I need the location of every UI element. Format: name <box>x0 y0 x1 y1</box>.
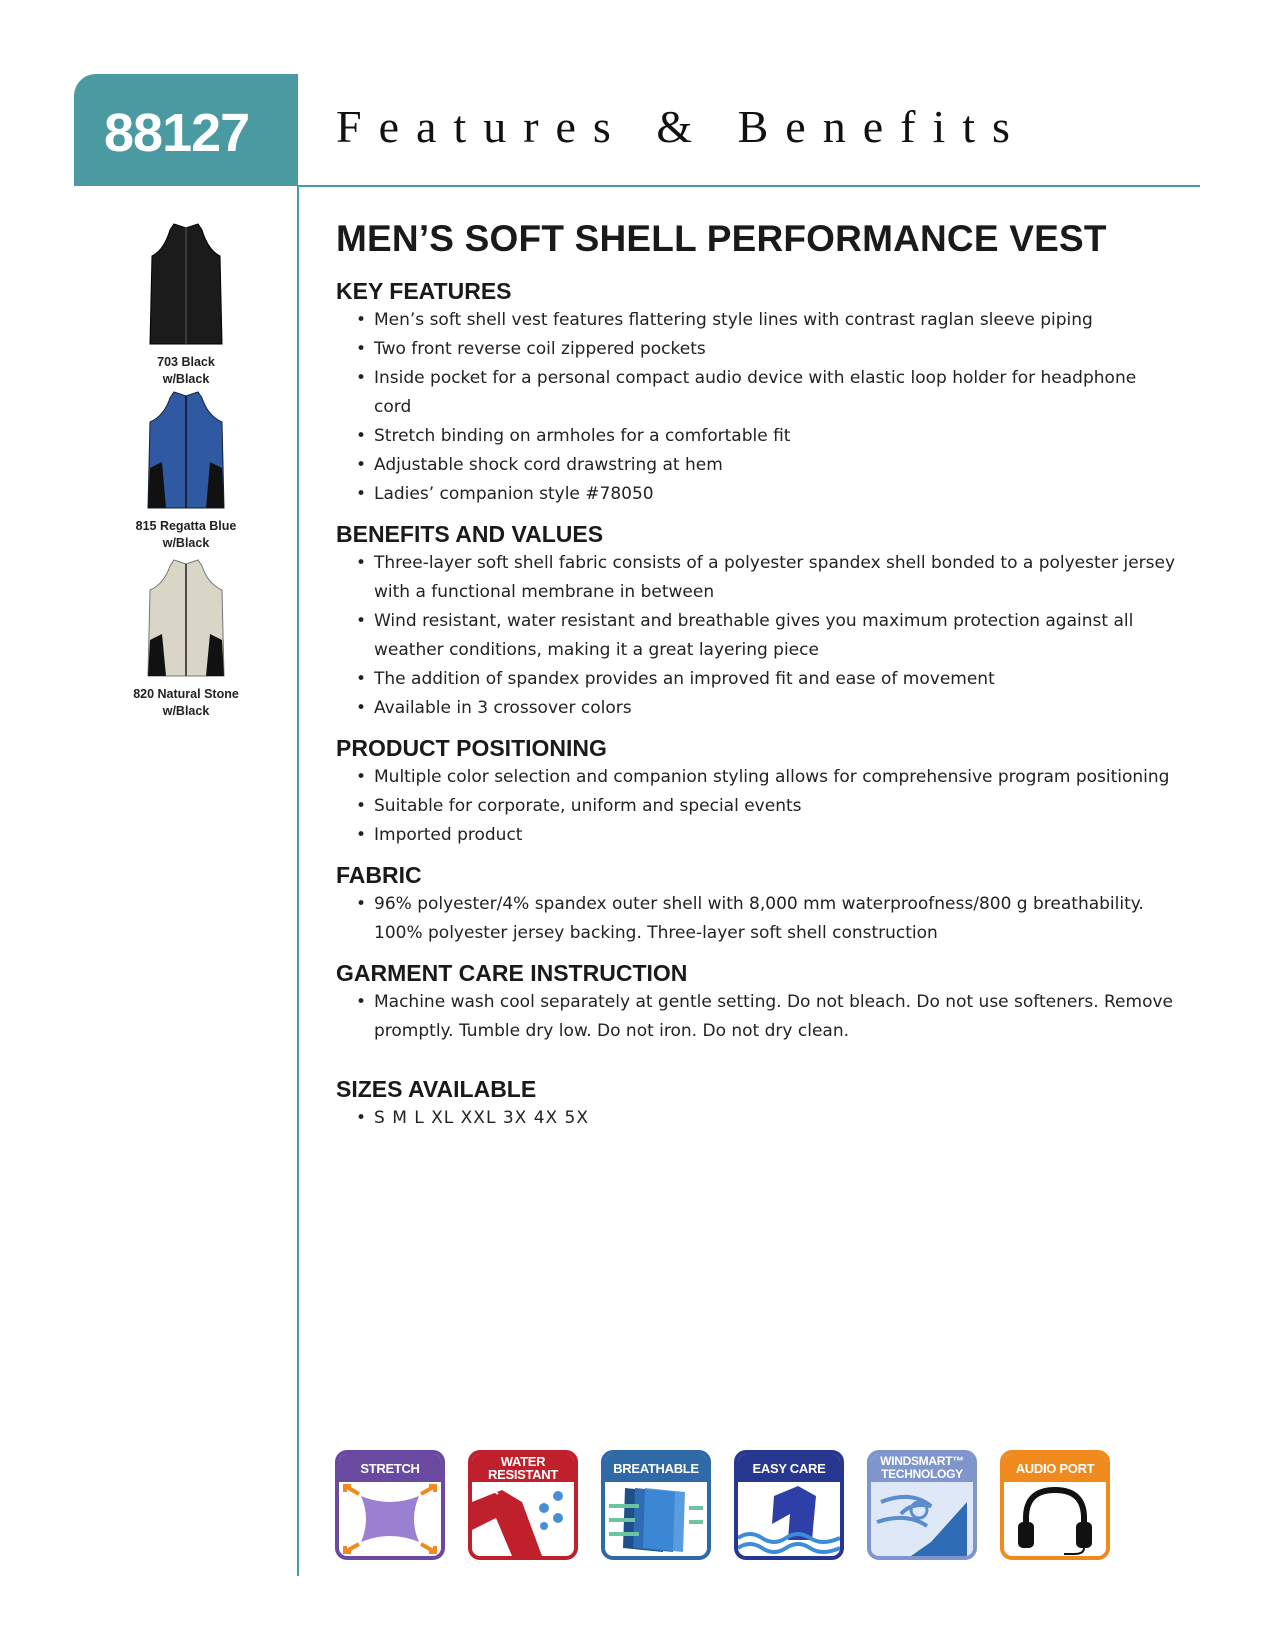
breathable-icon <box>601 1450 711 1560</box>
main-content <box>336 218 1176 1133</box>
section-heading: KEY FEATURES <box>336 278 512 304</box>
column-divider <box>297 186 299 1576</box>
section-sizes <box>336 1074 1176 1133</box>
swatch-label: 703 Black <box>157 355 215 369</box>
list-item: • Men’s soft shell vest features flattering style lines with contrast raglan sleeve piping <box>336 306 1176 335</box>
list-item: • Three-layer soft shell fabric consists of a polyester spandex shell bonded to a polyester jersey with a functional membrane in between <box>336 549 1176 607</box>
list-item: • Adjustable shock cord drawstring at hem <box>336 451 1176 480</box>
swatch-label: 815 Regatta Blue <box>135 519 237 533</box>
style-number-tab <box>74 74 298 186</box>
sizes-list: • S M L XL XXL 3X 4X 5X <box>336 1104 1176 1133</box>
section-garment-care <box>336 958 1176 1046</box>
swatch-label: 820 Natural Stone <box>133 687 239 701</box>
product-title: MEN’S SOFT SHELL PERFORMANCE VEST <box>336 218 1107 259</box>
vest-black-image <box>146 220 226 350</box>
list-item: • The addition of spandex provides an improved fit and ease of movement <box>336 665 1176 694</box>
style-number: 88127 <box>104 103 250 163</box>
icon-label: AUDIO PORT <box>1004 1454 1106 1482</box>
list-item: • Two front reverse coil zippered pockets <box>336 335 1176 364</box>
header-divider <box>298 185 1200 187</box>
list-item: • Available in 3 crossover colors <box>336 694 1176 723</box>
icon-label: WINDSMART™ TECHNOLOGY <box>871 1454 973 1482</box>
swatch-regatta-blue <box>110 388 262 552</box>
windsmart-icon <box>867 1450 977 1560</box>
swatch-sublabel: w/Black <box>162 536 210 550</box>
swatch-natural-stone <box>110 556 262 720</box>
page-title: Features & Benefits <box>336 101 1027 152</box>
list-item: • Ladies’ companion style #78050 <box>336 480 1176 509</box>
audio-port-icon <box>1000 1450 1110 1560</box>
vest-blue-image <box>144 388 228 514</box>
stretch-icon <box>335 1450 445 1560</box>
icon-label: EASY CARE <box>738 1454 840 1482</box>
list-item: • Stretch binding on armholes for a comfortable fit <box>336 422 1176 451</box>
section-product-positioning <box>336 733 1176 850</box>
section-heading: PRODUCT POSITIONING <box>336 735 607 761</box>
water-resistant-icon <box>468 1450 578 1560</box>
section-heading: FABRIC <box>336 862 422 888</box>
section-heading: GARMENT CARE INSTRUCTION <box>336 960 688 986</box>
section-heading: SIZES AVAILABLE <box>336 1076 537 1102</box>
list-item: • Imported product <box>336 821 1176 850</box>
section-fabric <box>336 860 1176 948</box>
icon-label: STRETCH <box>339 1454 441 1482</box>
list-item: • Multiple color selection and companion styling allows for comprehensive program positioning <box>336 763 1176 792</box>
vest-stone-image <box>144 556 228 682</box>
list-item: • Inside pocket for a personal compact audio device with elastic loop holder for headphone cord <box>336 364 1176 422</box>
icon-label: WATER RESISTANT <box>472 1454 574 1482</box>
swatch-black <box>110 220 262 388</box>
easy-care-icon <box>734 1450 844 1560</box>
section-benefits-values <box>336 519 1176 723</box>
section-key-features <box>336 276 1176 509</box>
list-item: • Suitable for corporate, uniform and special events <box>336 792 1176 821</box>
list-item: • 96% polyester/4% spandex outer shell with 8,000 mm waterproofness/800 g breathability. 100% polyester jersey backing. Three-layer soft shell construction <box>336 890 1176 948</box>
feature-icons <box>335 1450 1115 1560</box>
icon-label: BREATHABLE <box>605 1454 707 1482</box>
section-heading: BENEFITS AND VALUES <box>336 521 604 547</box>
list-item: • Wind resistant, water resistant and breathable gives you maximum protection against all weather conditions, making it a great layering piece <box>336 607 1176 665</box>
list-item: • Machine wash cool separately at gentle setting. Do not bleach. Do not use softeners. Remove promptly. Tumble dry low. Do not iron. Do not dry clean. <box>336 988 1176 1046</box>
swatch-sublabel: w/Black <box>162 372 210 386</box>
swatch-sublabel: w/Black <box>162 704 210 718</box>
